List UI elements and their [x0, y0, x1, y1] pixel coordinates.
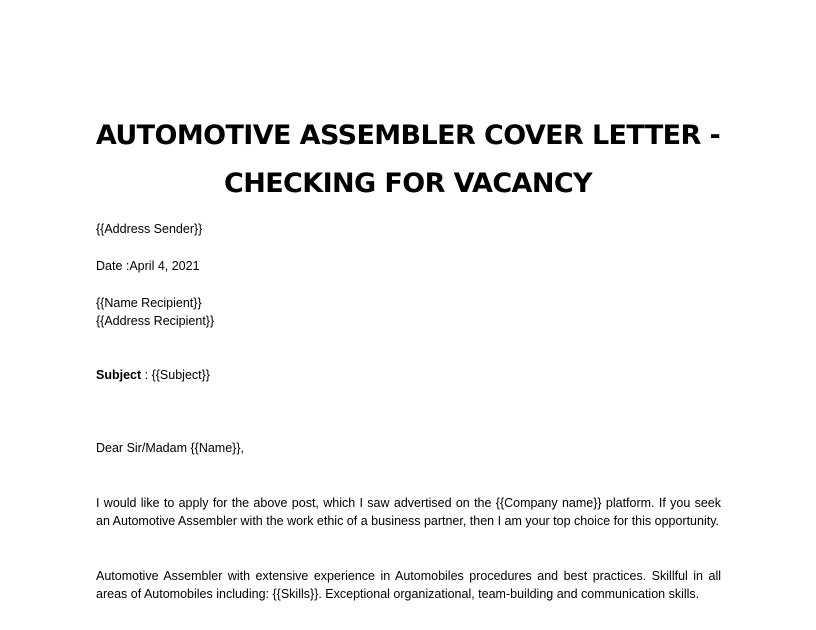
address-sender: {{Address Sender}} [96, 222, 203, 236]
name-recipient: {{Name Recipient}} [96, 296, 202, 310]
subject-line [96, 366, 210, 384]
title-line-2: CHECKING FOR VACANCY [223, 168, 593, 199]
address-recipient: {{Address Recipient}} [96, 314, 215, 328]
body-paragraph-1: I would like to apply for the above post, which I saw advertised on the {{Company name}} platform. If you seek an Automotive Assembler with the work ethic of a business partner, then I am your top choice for this opportunity. [96, 496, 721, 528]
subject-value: : {{Subject}} [141, 368, 210, 382]
title-line-1: AUTOMOTIVE ASSEMBLER COVER LETTER - [95, 120, 721, 151]
body-paragraph-2: Automotive Assembler with extensive experience in Automobiles procedures and best practices. Skillful in all areas of Automobiles including: {{Skills}}. Exceptional organizational, team-building and communication skills. [96, 569, 721, 601]
subject-label: Subject [96, 368, 142, 382]
document-title [60, 112, 756, 208]
date-line: Date :April 4, 2021 [96, 259, 200, 273]
salutation: Dear Sir/Madam {{Name}}, [96, 441, 244, 455]
